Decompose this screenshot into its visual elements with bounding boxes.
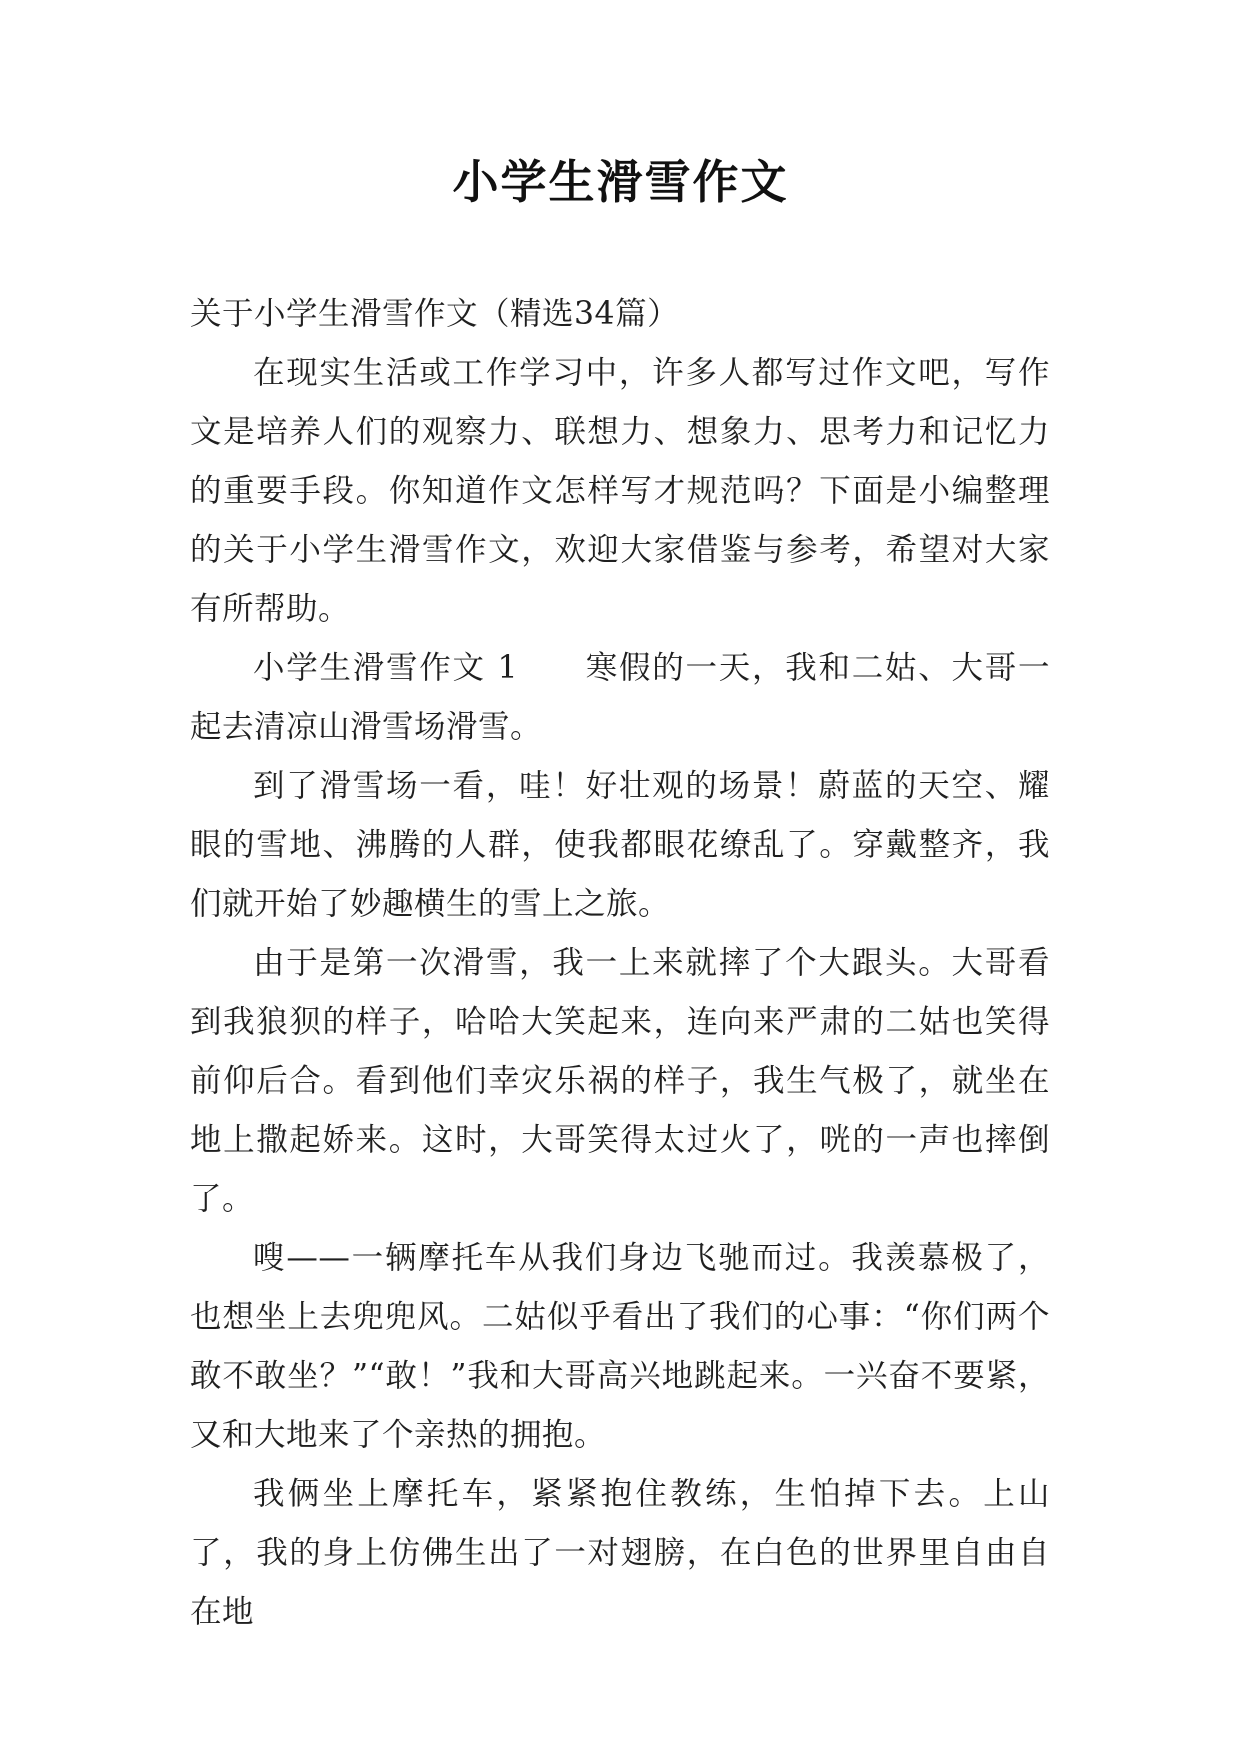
paragraph: 由于是第一次滑雪，我一上来就摔了个大跟头。大哥看到我狼狈的样子，哈哈大笑起来，连向来严肃的二姑也笑得前仰后合。看到他们幸灾乐祸的样子，我生气极了，就坐在地上撒起娇来。这时，大哥笑得太过火了，咣的一声也摔倒了。 bbox=[190, 945, 1050, 1217]
paragraph-intro: 在现实生活或工作学习中，许多人都写过作文吧，写作文是培养人们的观察力、联想力、想象力、思考力和记忆力的重要手段。你知道作文怎样写才规范吗？下面是小编整理的关于小学生滑雪作文，欢迎大家借鉴与参考，希望对大家有所帮助。 bbox=[190, 355, 1050, 627]
paragraph: 嗖——一辆摩托车从我们身边飞驰而过。我羡慕极了，也想坐上去兜兜风。二姑似乎看出了我们的心事：“你们两个敢不敢坐？”“敢！”我和大哥高兴地跳起来。一兴奋不要紧，又和大地来了个亲热的拥抱。 bbox=[190, 1240, 1050, 1453]
paragraph-essay-heading: 小学生滑雪作文 1 寒假的一天，我和二姑、大哥一起去清凉山滑雪场滑雪。 bbox=[190, 650, 1050, 745]
document-title: 小学生滑雪作文 bbox=[452, 155, 789, 209]
paragraph: 我俩坐上摩托车，紧紧抱住教练，生怕掉下去。上山了，我的身上仿佛生出了一对翅膀，在白色的世界里自由自在地 bbox=[190, 1476, 1050, 1630]
document-body bbox=[190, 285, 1050, 1642]
paragraph: 到了滑雪场一看，哇！好壮观的场景！蔚蓝的天空、耀眼的雪地、沸腾的人群，使我都眼花缭乱了。穿戴整齐，我们就开始了妙趣横生的雪上之旅。 bbox=[190, 768, 1050, 922]
document-subtitle: 关于小学生滑雪作文（精选34篇） bbox=[190, 296, 680, 332]
